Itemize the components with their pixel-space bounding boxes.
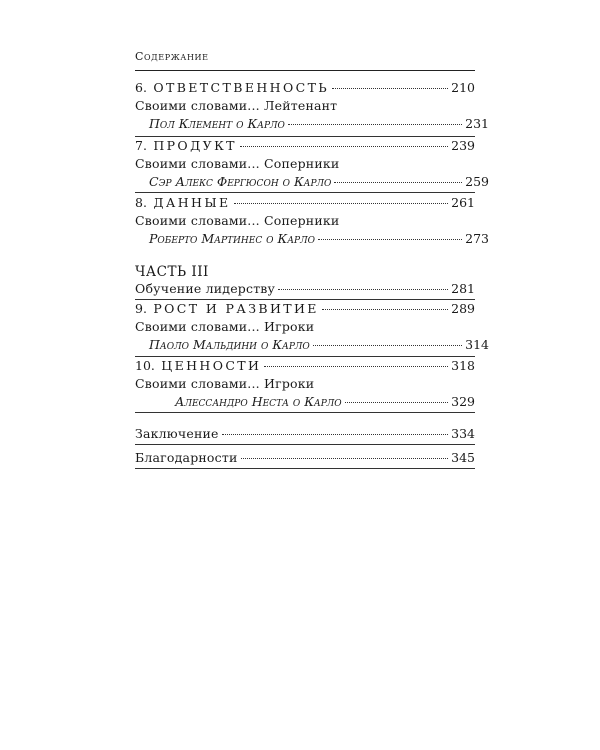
leader-dots <box>313 345 462 346</box>
toc-chapter-9[interactable] <box>135 299 475 319</box>
toc-entry[interactable]: Роберто Мартинес о Карло 273 <box>135 229 489 249</box>
page-number: 231 <box>465 116 489 131</box>
leader-dots <box>345 402 448 403</box>
leader-dots <box>318 239 462 240</box>
leader-dots <box>334 182 462 183</box>
toc-subheading: Своими словами... Игроки <box>135 376 315 391</box>
toc-entry[interactable]: Сэр Алекс Фергюсон о Карло 259 <box>135 172 489 192</box>
toc-subheading: Своими словами... Соперники <box>135 156 340 171</box>
leader-dots <box>322 309 448 310</box>
page-number: 318 <box>451 358 475 373</box>
toc-entry[interactable]: Пол Клемент о Карло 231 <box>135 114 489 134</box>
toc-entry[interactable]: Алессандро Неста о Карло 329 <box>135 392 475 412</box>
page-number: 239 <box>451 138 475 153</box>
chapter-title: 9. РОСТ И РАЗВИТИЕ <box>135 301 319 316</box>
toc-chapter-7[interactable] <box>135 136 475 156</box>
page-number: 314 <box>465 337 489 352</box>
toc-chapter-8[interactable] <box>135 193 475 213</box>
leader-dots <box>241 458 449 459</box>
chapter-title: 8. ДАННЫЕ <box>135 195 231 210</box>
chapter-title: 10. ЦЕННОСТИ <box>135 358 262 373</box>
leader-dots <box>278 289 448 290</box>
leader-dots <box>222 434 449 435</box>
part-title: ЧАСТЬ III <box>135 264 209 280</box>
toc-subheading: Своими словами... Игроки <box>135 319 315 334</box>
leader-dots <box>332 88 448 89</box>
page-number: 273 <box>465 231 489 246</box>
toc-subheading: Своими словами... Соперники <box>135 213 340 228</box>
page-number: 259 <box>465 174 489 189</box>
leader-dots <box>288 124 462 125</box>
page-number: 261 <box>451 195 475 210</box>
page-number: 289 <box>451 301 475 316</box>
toc-entry-acknowledgements[interactable]: Благодарности 345 <box>135 448 475 468</box>
leader-dots <box>240 146 448 147</box>
page-number: 329 <box>451 394 475 409</box>
section-divider <box>135 412 475 413</box>
toc-entry[interactable]: Обучение лидерству 281 <box>135 279 475 299</box>
page-number: 210 <box>451 80 475 95</box>
toc-subheading: Своими словами... Лейтенант <box>135 98 338 113</box>
toc-chapter-10[interactable] <box>135 356 475 376</box>
toc-entry[interactable]: Паоло Мальдини о Карло 314 <box>135 335 489 355</box>
page-number: 334 <box>451 426 475 441</box>
chapter-title: 6. ОТВЕТСТВЕННОСТЬ <box>135 80 330 95</box>
section-divider <box>135 468 475 469</box>
header-rule <box>135 70 475 71</box>
section-divider <box>135 444 475 445</box>
toc-chapter-6[interactable] <box>135 78 475 98</box>
leader-dots <box>264 366 448 367</box>
page-number: 345 <box>451 450 475 465</box>
chapter-title: 7. ПРОДУКТ <box>135 138 237 153</box>
leader-dots <box>234 203 449 204</box>
page-header: Содержание <box>135 50 209 63</box>
page-number: 281 <box>451 281 475 296</box>
toc-entry-conclusion[interactable]: Заключение 334 <box>135 424 475 444</box>
